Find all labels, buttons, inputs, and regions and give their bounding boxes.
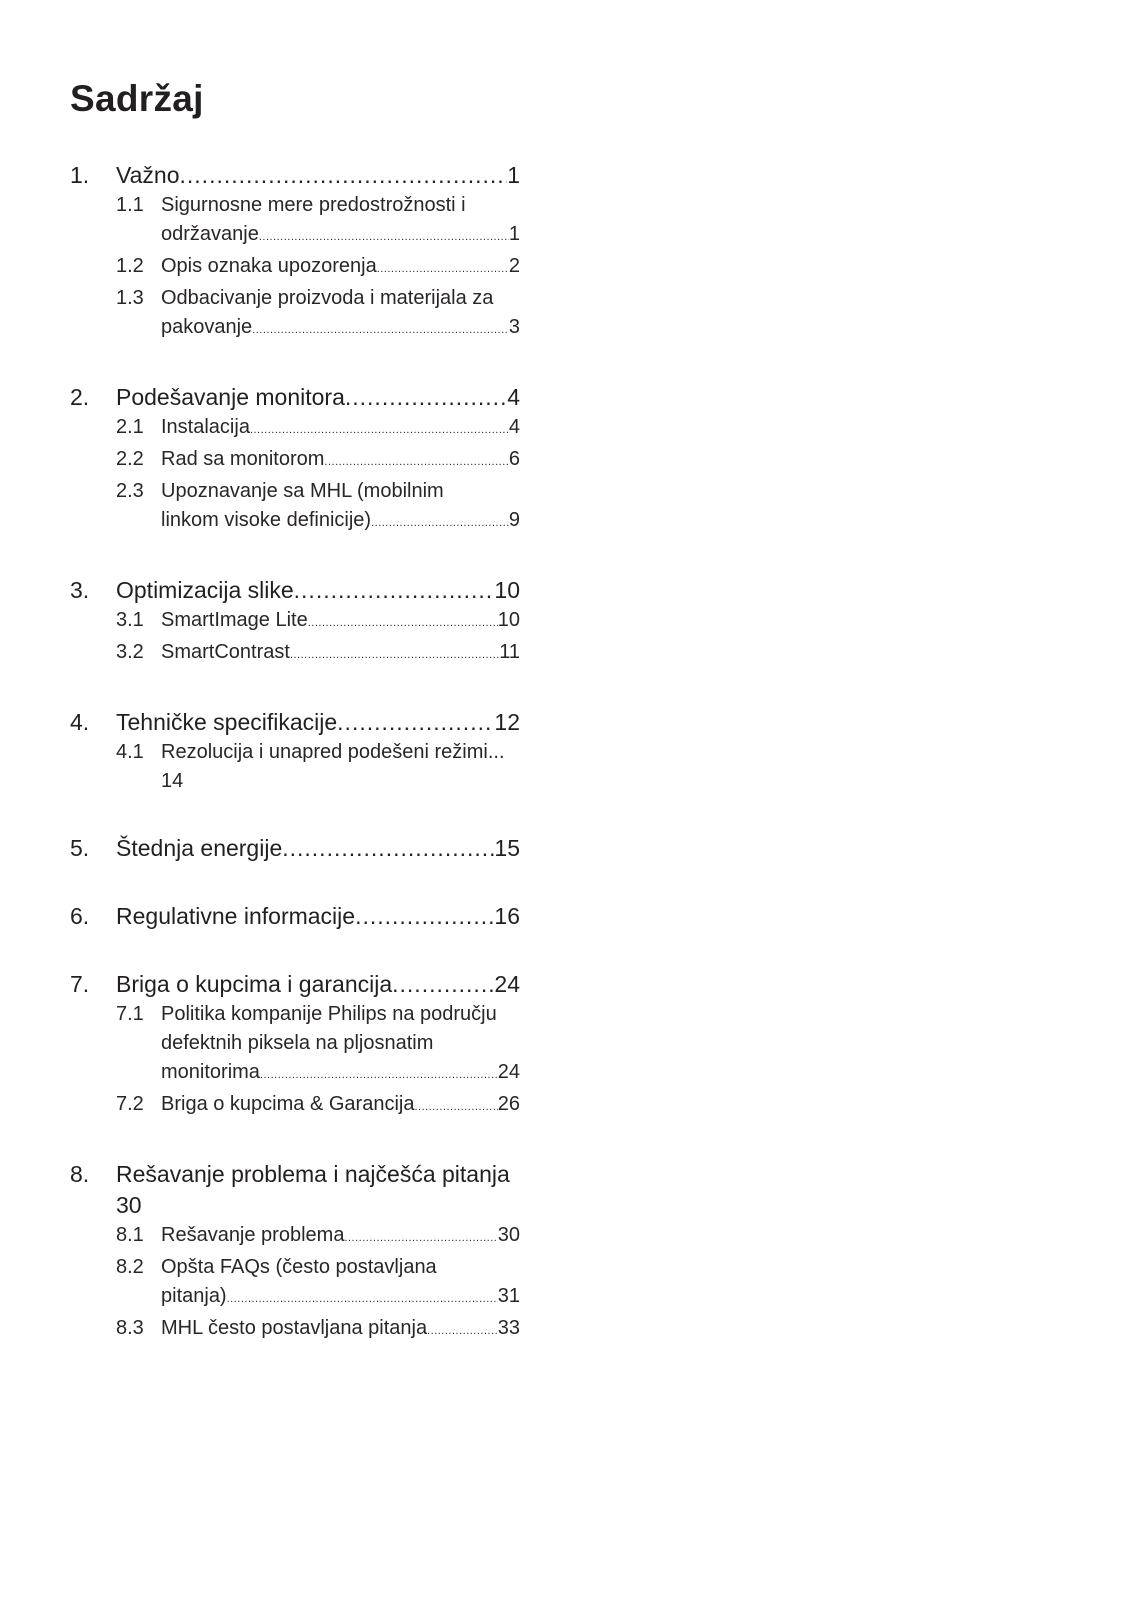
page-number: 16: [494, 903, 520, 929]
subsection-title: Upoznavanje sa MHL (mobilnim: [161, 480, 444, 502]
toc-section: [70, 833, 520, 864]
section-title: Štednja energije: [116, 835, 283, 861]
subsection-number: 1.2: [116, 255, 144, 277]
page-number: 6: [508, 448, 520, 470]
dot-leader: [355, 901, 494, 932]
toc-entry-sub[interactable]: [70, 413, 520, 445]
subsection-title: Rešavanje problema: [161, 1224, 345, 1246]
subsection-title: SmartContrast: [161, 641, 290, 663]
dot-leader: [377, 252, 509, 284]
subsection-number: 2.1: [116, 416, 144, 438]
dot-leader: [227, 1282, 498, 1314]
toc-section: [70, 707, 520, 796]
dot-leader: [371, 506, 509, 538]
section-title: Briga o kupcima i garancija: [116, 971, 393, 997]
page-number: 10: [497, 609, 520, 631]
dot-leader: [427, 1314, 498, 1346]
subsection-title: Briga o kupcima & Garancija: [161, 1093, 415, 1115]
toc-entry-main[interactable]: [70, 969, 520, 1000]
page-number: 30: [116, 1192, 142, 1218]
section-number: 8.: [70, 1161, 90, 1187]
dot-leader: [345, 382, 507, 413]
section-number: 6.: [70, 903, 90, 929]
page-number: 3: [508, 316, 520, 338]
section-title: Tehničke specifikacije: [116, 709, 338, 735]
toc-section: [70, 575, 520, 670]
dot-leader: [324, 445, 508, 477]
subsection-title: 14: [161, 770, 184, 792]
toc-entry-sub-continued[interactable]: [70, 506, 520, 538]
toc-entry-main[interactable]: [70, 901, 520, 932]
subsection-title: Instalacija: [161, 416, 250, 438]
subsection-number: 2.3: [116, 480, 144, 502]
dot-leader: [337, 707, 494, 738]
subsection-title: SmartImage Lite: [161, 609, 308, 631]
toc-section: [70, 1159, 520, 1346]
subsection-number: 1.3: [116, 287, 144, 309]
dot-leader: [344, 1221, 497, 1253]
toc-entry-sub-continued[interactable]: [70, 1058, 520, 1090]
subsection-title: Odbacivanje proizvoda i materijala za: [161, 287, 494, 309]
toc-entry-main[interactable]: [70, 1159, 520, 1190]
subsection-number: 7.1: [116, 1003, 144, 1025]
toc-entry-main[interactable]: [70, 382, 520, 413]
page-number: 4: [508, 416, 520, 438]
toc-entry-main[interactable]: [70, 833, 520, 864]
subsection-title: Opšta FAQs (često postavljana: [161, 1256, 437, 1278]
page-number: 24: [494, 971, 520, 997]
toc-entry-main[interactable]: [70, 707, 520, 738]
subsection-title: Politika kompanije Philips na području: [161, 1003, 497, 1025]
toc-entry-main[interactable]: [70, 575, 520, 606]
dot-leader: [392, 969, 494, 1000]
toc-entry-sub[interactable]: [70, 638, 520, 670]
toc-entry-sub[interactable]: [70, 284, 520, 313]
page-number: 1: [508, 223, 520, 245]
toc-entry-sub[interactable]: [70, 1221, 520, 1253]
page-number: 4: [507, 384, 520, 410]
toc-entry-sub[interactable]: [70, 1314, 520, 1346]
toc-entry-sub[interactable]: [70, 1090, 520, 1122]
page-title: Sadržaj: [70, 78, 204, 119]
table-of-contents: [70, 160, 520, 1383]
page-number: 12: [494, 709, 520, 735]
subsection-title: defektnih piksela na pljosnatim: [161, 1032, 434, 1054]
subsection-number: 8.2: [116, 1256, 144, 1278]
section-title: Važno: [116, 162, 180, 188]
page-number: 30: [497, 1224, 520, 1246]
toc-entry-sub[interactable]: [70, 191, 520, 220]
page-number: 31: [497, 1285, 520, 1307]
dot-leader: [260, 1058, 498, 1090]
subsection-title: Opis oznaka upozorenja: [161, 255, 377, 277]
subsection-number: 3.1: [116, 609, 144, 631]
subsection-title: linkom visoke definicije): [161, 509, 372, 531]
page-number: 24: [497, 1061, 520, 1083]
section-title: Optimizacija slike: [116, 577, 294, 603]
dot-leader: [259, 220, 509, 252]
page-number: 33: [497, 1317, 520, 1339]
toc-entry-main-continued[interactable]: [70, 1190, 520, 1221]
toc-section: [70, 969, 520, 1122]
subsection-title: pitanja): [161, 1285, 227, 1307]
subsection-title: MHL često postavljana pitanja: [161, 1317, 428, 1339]
page-number: 1: [507, 162, 520, 188]
dot-leader: [282, 833, 494, 864]
dot-leader: [308, 606, 498, 638]
toc-entry-sub-continued[interactable]: [70, 313, 520, 345]
section-title: Rešavanje problema i najčešća pitanja: [116, 1161, 510, 1187]
subsection-title: monitorima: [161, 1061, 260, 1083]
toc-entry-sub[interactable]: [70, 738, 520, 767]
subsection-number: 1.1: [116, 194, 144, 216]
toc-section: [70, 382, 520, 538]
section-number: 3.: [70, 577, 90, 603]
subsection-title: održavanje: [161, 223, 259, 245]
toc-entry-sub[interactable]: [70, 1000, 520, 1029]
subsection-number: 8.1: [116, 1224, 144, 1246]
toc-entry-sub-continued[interactable]: [70, 1282, 520, 1314]
subsection-number: 3.2: [116, 641, 144, 663]
subsection-number: 4.1: [116, 741, 144, 763]
dot-leader: [252, 313, 509, 345]
section-number: 1.: [70, 162, 90, 188]
dot-leader: [250, 413, 509, 445]
page-number: 11: [499, 641, 520, 663]
subsection-number: 8.3: [116, 1317, 144, 1339]
subsection-number: 2.2: [116, 448, 144, 470]
page-number: 10: [494, 577, 520, 603]
section-title: Podešavanje monitora: [116, 384, 345, 410]
section-number: 5.: [70, 835, 90, 861]
subsection-number: 7.2: [116, 1093, 144, 1115]
toc-entry-sub[interactable]: [70, 445, 520, 477]
subsection-title: pakovanje: [161, 316, 253, 338]
page-number: 9: [508, 509, 520, 531]
section-title: Regulativne informacije: [116, 903, 356, 929]
toc-entry-sub[interactable]: [70, 252, 520, 284]
toc-entry-main[interactable]: [70, 160, 520, 191]
page-number: 15: [494, 835, 520, 861]
dot-leader: [414, 1090, 497, 1122]
dot-leader: [290, 638, 499, 670]
toc-entry-sub-continued[interactable]: [70, 220, 520, 252]
toc-entry-sub[interactable]: [70, 1253, 520, 1282]
toc-entry-sub[interactable]: [70, 477, 520, 506]
page-number: 2: [508, 255, 520, 277]
toc-entry-sub[interactable]: [70, 606, 520, 638]
section-number: 2.: [70, 384, 90, 410]
toc-entry-sub-continued[interactable]: [70, 1029, 520, 1058]
toc-entry-sub-continued[interactable]: [70, 767, 520, 796]
subsection-title: Sigurnosne mere predostrožnosti i: [161, 194, 466, 216]
page-number: 26: [497, 1093, 520, 1115]
section-number: 4.: [70, 709, 90, 735]
dot-leader: [294, 575, 495, 606]
subsection-title: Rad sa monitorom: [161, 448, 325, 470]
toc-section: [70, 160, 520, 345]
subsection-title: Rezolucija i unapred podešeni režimi...: [161, 741, 505, 763]
dot-leader: [180, 160, 508, 191]
section-number: 7.: [70, 971, 90, 997]
toc-section: [70, 901, 520, 932]
